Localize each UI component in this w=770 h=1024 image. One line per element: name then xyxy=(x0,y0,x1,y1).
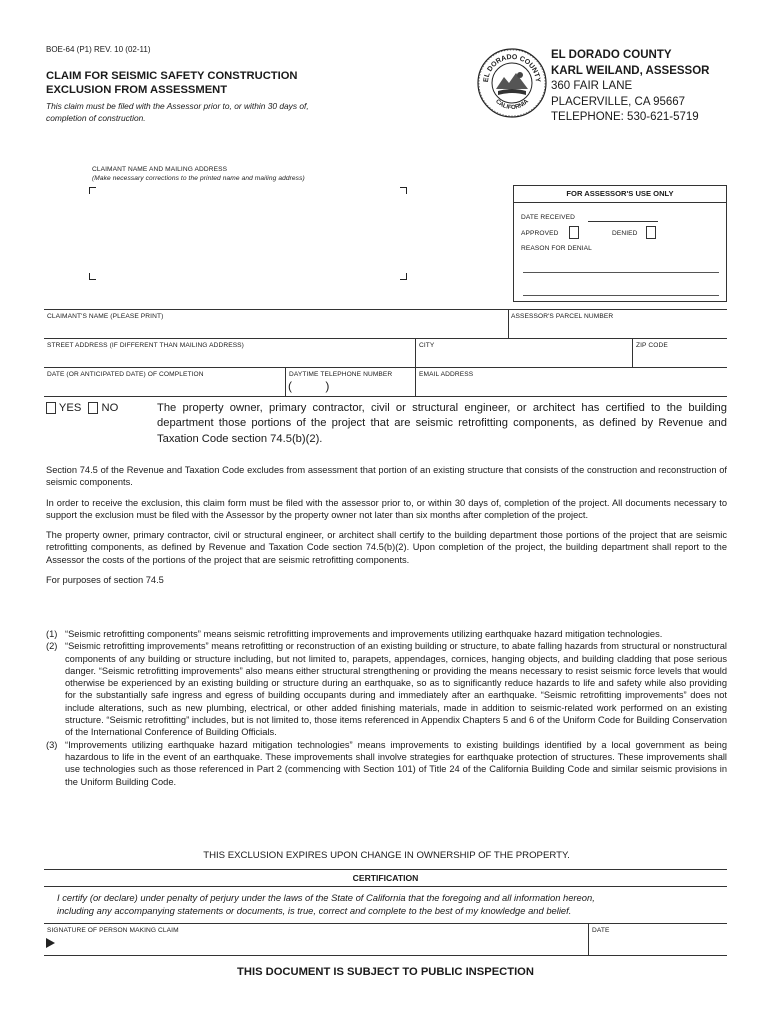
denied-label: DENIED xyxy=(612,230,638,237)
reason-denial-line[interactable] xyxy=(523,272,719,273)
street-address-input[interactable] xyxy=(46,351,413,366)
approved-checkbox[interactable] xyxy=(569,226,579,239)
county-phone: TELEPHONE: 530-621-5719 xyxy=(551,111,699,123)
date-field[interactable] xyxy=(591,936,725,953)
reason-denial-label: REASON FOR DENIAL xyxy=(521,245,592,252)
body-text xyxy=(46,464,727,586)
form-subtitle: This claim must be filed with the Assessor prior to, or within 30 days of, completion of construction. xyxy=(46,101,309,123)
parcel-number-input[interactable] xyxy=(510,322,725,337)
date-received-field[interactable] xyxy=(588,221,658,222)
paragraph-3: The property owner, primary contractor, civil or structural engineer, or architect shall certify to the building department those portions of the project that are seismic retrofitting components, as defined by Revenue and Taxation Code section 74.5(b)(2). Upon completion of the project, the building department shall report to the Assessor the costs of the portions of the project that are seismic retrofitting components. xyxy=(46,530,727,565)
date-received-label: DATE RECEIVED xyxy=(521,214,575,221)
assessor-use-title: FOR ASSESSOR'S USE ONLY xyxy=(566,189,674,198)
definition-item: (3) “Improvements utilizing earthquake hazard mitigation technologies” means improvements to existing buildings identified by a local government as being hazardous to life in the event of an earthquake. These improvements shall involve strategies for earthquake protection of structures. These improvements shall use technologies such as those referenced in Part 2 (commencing with Section 101) of Title 24 of the California Building Code and similar seismic provisions in the Uniform Building Code. xyxy=(46,739,727,787)
claimant-block-note: (Make necessary corrections to the printed name and mailing address) xyxy=(92,175,305,182)
zip-code-input[interactable] xyxy=(635,351,725,366)
certification-title: CERTIFICATION xyxy=(352,873,419,883)
zip-code-label: ZIP CODE xyxy=(636,342,668,349)
yes-label: YES xyxy=(58,402,82,414)
corner-mark xyxy=(400,273,407,280)
corner-mark xyxy=(89,273,96,280)
city-label: CITY xyxy=(419,342,435,349)
county-seal-logo xyxy=(476,47,548,119)
no-label: NO xyxy=(101,402,119,414)
no-checkbox[interactable] xyxy=(88,402,98,414)
reason-denial-line[interactable] xyxy=(523,295,719,296)
claimant-block-label: CLAIMANT NAME AND MAILING ADDRESS xyxy=(92,166,228,173)
certify-question: The property owner, primary contractor, civil or structural engineer, or architect has certified to the building department those portions of the project that are seismic retrofitting components, as defined by Revenue and Taxation Code section 74.5(b)(2). xyxy=(157,402,727,445)
phone-input[interactable]: ( ) xyxy=(288,379,330,393)
date-label: DATE xyxy=(592,927,610,934)
claimant-name-input[interactable] xyxy=(46,322,506,337)
signature-label: SIGNATURE OF PERSON MAKING CLAIM xyxy=(47,927,179,934)
email-input[interactable] xyxy=(418,380,725,395)
street-address-label: STREET ADDRESS (IF DIFFERENT THAN MAILING ADDRESS) xyxy=(47,342,244,349)
public-inspection-notice: THIS DOCUMENT IS SUBJECT TO PUBLIC INSPECTION xyxy=(237,966,534,978)
claimant-address-field[interactable] xyxy=(100,192,396,276)
form-id: BOE-64 (P1) REV. 10 (02-11) xyxy=(46,45,151,54)
county-street: 360 FAIR LANE xyxy=(551,80,633,92)
claimant-name-label: CLAIMANT'S NAME (PLEASE PRINT) xyxy=(47,313,164,320)
phone-label: DAYTIME TELEPHONE NUMBER xyxy=(289,371,393,378)
parcel-number-label: ASSESSOR'S PARCEL NUMBER xyxy=(511,313,614,320)
county-assessor: KARL WEILAND, ASSESSOR xyxy=(551,64,710,77)
signature-field[interactable] xyxy=(60,936,585,953)
expires-notice: THIS EXCLUSION EXPIRES UPON CHANGE IN OWNERSHIP OF THE PROPERTY. xyxy=(203,850,570,861)
purposes-line: For purposes of section 74.5 xyxy=(46,575,164,586)
email-label: EMAIL ADDRESS xyxy=(419,371,474,378)
definition-item: (1) “Seismic retrofitting components” means seismic retrofitting improvements and improvements utilizing earthquake hazard mitigation technologies. xyxy=(46,629,663,639)
assessor-use-box xyxy=(513,185,727,302)
corner-mark xyxy=(400,187,407,194)
definitions-list xyxy=(46,628,727,788)
approved-label: APPROVED xyxy=(521,230,559,237)
svg-text:CALIFORNIA: CALIFORNIA xyxy=(494,98,530,112)
county-city: PLACERVILLE, CA 95667 xyxy=(551,95,686,108)
form-title: CLAIM FOR SEISMIC SAFETY CONSTRUCTION EXCLUSION FROM ASSESSMENT xyxy=(46,70,298,96)
yes-checkbox[interactable] xyxy=(46,402,56,414)
certification-text: I certify (or declare) under penalty of perjury under the laws of the State of California that the foregoing and all information hereon, including any accompanying statements or documents, is true, correct and complete to the best of my knowledge and belief. xyxy=(57,892,595,917)
definition-item: (2) “Seismic retrofitting improvements” means retrofitting or reconstruction of an existing building or structure, to abate falling hazards from structural or nonstructural components of any building or structure including, but not limited to, parapets, appendages, cornices, hanging objects, and building cladding that pose serious danger. “Seismic retrofitting improvements” also means either structural strengthening or providing the means necessary to resist seismic force levels that would otherwise be experienced by an existing building or structure during an earthquake, so as to significantly reduce hazards to life and safety while also providing for the substantially safe ingress and egress of building occupants during and immediately after an earthquake. “Seismic retrofitting improvements” does not include alterations, such as new plumbing, electrical, or other added finishing materials, made in addition to seismic-related work performed on an existing structure. “Seismic retrofitting” includes, but is not limited to, those items referenced in Appendix Chapters 5 and 6 of the Uniform Code for Building Conservation of the International Conference of Building Officials. xyxy=(46,641,727,738)
denied-checkbox[interactable] xyxy=(646,226,656,239)
svg-text:EL DORADO COUNTY: EL DORADO COUNTY xyxy=(482,53,542,83)
completion-date-input[interactable] xyxy=(46,380,283,395)
county-address xyxy=(551,48,709,126)
signature-arrow-icon xyxy=(46,938,55,948)
yes-no-group xyxy=(46,402,118,414)
completion-date-label: DATE (OR ANTICIPATED DATE) OF COMPLETION xyxy=(47,371,204,378)
city-input[interactable] xyxy=(418,351,630,366)
corner-mark xyxy=(89,187,96,194)
paragraph-1: Section 74.5 of the Revenue and Taxation Code excludes from assessment that portion of an existing structure that consists of the construction and reconstruction of seismic components. xyxy=(46,465,727,488)
paragraph-2: In order to receive the exclusion, this claim form must be filed with the assessor prior to, or within 30 days of, completion of the project. All documents necessary to support the exclusion must be filed with the Assessor by the property owner not later than six months after completion of the project. xyxy=(46,497,727,520)
county-name: EL DORADO COUNTY xyxy=(551,49,672,61)
